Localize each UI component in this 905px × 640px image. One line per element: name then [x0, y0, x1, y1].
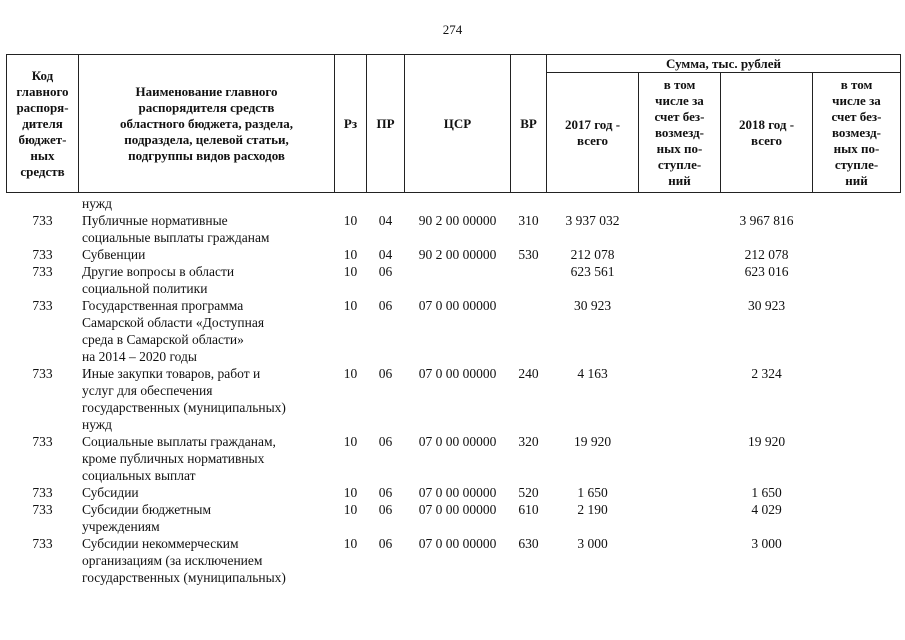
- cell-csr: 07 0 00 00000: [418, 434, 497, 449]
- cell-pr: 06: [378, 434, 393, 449]
- header-name: [79, 55, 335, 193]
- cell-2017-grants: [639, 484, 721, 501]
- cell-code: 733: [32, 298, 53, 313]
- cell-2017-grants: [639, 365, 721, 433]
- cell-vr: [511, 193, 547, 213]
- cell-2018-total: 1 650: [751, 485, 782, 500]
- cell-pr: 06: [378, 502, 393, 517]
- cell-name: [79, 365, 335, 433]
- cell-name: [79, 484, 335, 501]
- cell-csr: 07 0 00 00000: [418, 366, 497, 381]
- cell-vr: 630: [518, 536, 539, 551]
- cell-rz: 10: [343, 298, 358, 313]
- cell-2017-grants: [639, 535, 721, 586]
- cell-2018-total: 3 967 816: [739, 213, 794, 228]
- name-line: социальной политики: [82, 281, 208, 296]
- page-number: 274: [442, 22, 463, 37]
- name-line: Самарской области «Доступная: [82, 315, 265, 330]
- cell-pr: 06: [378, 298, 393, 313]
- cell-2017-total: 212 078: [570, 247, 615, 262]
- cell-rz: [335, 193, 367, 213]
- cell-name: [79, 297, 335, 365]
- cell-csr: 90 2 00 00000: [418, 247, 497, 262]
- cell-code: 733: [32, 485, 53, 500]
- cell-csr: [405, 263, 511, 297]
- cell-rz: 10: [343, 247, 358, 262]
- cell-2018-grants: [813, 246, 901, 263]
- header-line: распорядителя средств: [138, 99, 275, 115]
- table-row: [7, 365, 901, 433]
- cell-pr: 04: [378, 213, 393, 228]
- cell-pr: 06: [378, 485, 393, 500]
- cell-rz: 10: [343, 213, 358, 228]
- header-line: Код: [31, 67, 54, 83]
- cell-2017-grants: [639, 433, 721, 484]
- name-line: нужд: [82, 196, 112, 211]
- header-line: ных по-: [656, 140, 703, 156]
- cell-csr: 07 0 00 00000: [418, 298, 497, 313]
- table-row: [7, 212, 901, 246]
- cell-csr: 07 0 00 00000: [418, 536, 497, 551]
- header-line: числе за: [655, 92, 704, 108]
- table-row: [7, 297, 901, 365]
- cell-2017-total: 30 923: [573, 298, 612, 313]
- header-line: числе за: [832, 92, 881, 108]
- header-line: ступле-: [834, 156, 879, 172]
- cell-2017-total: [547, 193, 639, 213]
- cell-2018-grants: [813, 535, 901, 586]
- header-line: подраздела, целевой статьи,: [124, 131, 289, 147]
- name-line: кроме публичных нормативных: [82, 451, 265, 466]
- cell-2017-total: 1 650: [577, 485, 608, 500]
- header-line: областного бюджета, раздела,: [120, 115, 293, 131]
- name-line: Субсидии бюджетным: [82, 502, 212, 517]
- header-line: всего: [751, 132, 782, 148]
- name-line: Государственная программа: [82, 298, 244, 313]
- cell-2017-total: 3 937 032: [565, 213, 620, 228]
- cell-name: [79, 535, 335, 586]
- table-row: [7, 501, 901, 535]
- name-line: среда в Самарской области»: [82, 332, 244, 347]
- cell-name: [79, 263, 335, 297]
- name-line: на 2014 – 2020 годы: [82, 349, 197, 364]
- header-line: возмезд-: [655, 124, 704, 140]
- name-line: нужд: [82, 417, 112, 432]
- header-line: 2018 год -: [738, 116, 795, 132]
- header-2017-total: [547, 73, 639, 193]
- header-2018-grants: [813, 73, 901, 193]
- header-line: 2017 год -: [564, 116, 621, 132]
- table-row: [7, 535, 901, 586]
- cell-pr: 04: [378, 247, 393, 262]
- cell-vr: 530: [518, 247, 539, 262]
- name-line: Иные закупки товаров, работ и: [82, 366, 261, 381]
- cell-pr: 06: [378, 536, 393, 551]
- header-line: ступле-: [657, 156, 702, 172]
- cell-code: 733: [32, 213, 53, 228]
- cell-name: [79, 501, 335, 535]
- cell-2017-grants: [639, 263, 721, 297]
- header-line: счет без-: [831, 108, 882, 124]
- cell-2018-grants: [813, 212, 901, 246]
- header-vr: ВР: [511, 55, 547, 193]
- table-row: [7, 193, 901, 213]
- table-row: [7, 263, 901, 297]
- cell-2017-grants: [639, 193, 721, 213]
- name-line: Субвенции: [82, 247, 146, 262]
- cell-pr: 06: [378, 264, 393, 279]
- header-line: в том: [840, 76, 873, 92]
- cell-csr: 07 0 00 00000: [418, 502, 497, 517]
- header-line: возмезд-: [832, 124, 881, 140]
- cell-2017-grants: [639, 297, 721, 365]
- cell-2018-grants: [813, 365, 901, 433]
- cell-name: [79, 212, 335, 246]
- header-line: средств: [20, 163, 65, 179]
- cell-2017-total: 4 163: [577, 366, 608, 381]
- cell-csr: [405, 193, 511, 213]
- cell-code: 733: [32, 536, 53, 551]
- table-body: [7, 193, 901, 587]
- cell-2018-total: 3 000: [751, 536, 782, 551]
- name-line: Публичные нормативные: [82, 213, 228, 228]
- header-line: в том: [663, 76, 696, 92]
- name-line: Другие вопросы в области: [82, 264, 235, 279]
- cell-pr: 06: [378, 366, 393, 381]
- cell-code: 733: [32, 264, 53, 279]
- cell-2017-grants: [639, 501, 721, 535]
- header-line: ний: [668, 172, 691, 188]
- cell-rz: 10: [343, 264, 358, 279]
- header-line: дителя: [22, 115, 63, 131]
- cell-name: [79, 193, 335, 213]
- name-line: Субсидии: [82, 485, 139, 500]
- cell-2018-grants: [813, 484, 901, 501]
- cell-2017-total: 2 190: [577, 502, 608, 517]
- cell-pr: [367, 193, 405, 213]
- header-line: распоря-: [16, 99, 69, 115]
- cell-2018-grants: [813, 297, 901, 365]
- cell-2018-grants: [813, 193, 901, 213]
- name-line: Социальные выплаты гражданам,: [82, 434, 276, 449]
- header-line: ний: [845, 172, 868, 188]
- name-line: социальных выплат: [82, 468, 196, 483]
- cell-2018-total: 212 078: [744, 247, 789, 262]
- cell-2017-total: 19 920: [573, 434, 612, 449]
- cell-rz: 10: [343, 366, 358, 381]
- header-line: Наименование главного: [135, 83, 278, 99]
- header-line: ных: [30, 147, 55, 163]
- cell-vr: 610: [518, 502, 539, 517]
- header-line: бюджет-: [18, 131, 67, 147]
- name-line: учреждениям: [82, 519, 160, 534]
- cell-code: 733: [32, 366, 53, 381]
- header-code: [7, 55, 79, 193]
- cell-rz: 10: [343, 434, 358, 449]
- header-csr: ЦСР: [405, 55, 511, 193]
- cell-2018-total: 2 324: [751, 366, 782, 381]
- name-line: государственных (муниципальных): [82, 570, 286, 585]
- table-header: [7, 55, 901, 193]
- header-line: ных по-: [833, 140, 880, 156]
- cell-code: 733: [32, 247, 53, 262]
- header-line: счет без-: [654, 108, 705, 124]
- header-2018-total: [721, 73, 813, 193]
- table-row: [7, 484, 901, 501]
- cell-rz: 10: [343, 485, 358, 500]
- cell-2017-grants: [639, 212, 721, 246]
- cell-2018-total: 19 920: [747, 434, 786, 449]
- header-pr: ПР: [367, 55, 405, 193]
- header-line: подгруппы видов расходов: [128, 147, 285, 163]
- cell-csr: 07 0 00 00000: [418, 485, 497, 500]
- name-line: социальные выплаты гражданам: [82, 230, 270, 245]
- cell-2018-total: [721, 193, 813, 213]
- cell-name: [79, 433, 335, 484]
- cell-2018-grants: [813, 263, 901, 297]
- cell-2018-total: 30 923: [747, 298, 786, 313]
- name-line: услуг для обеспечения: [82, 383, 213, 398]
- cell-code: [7, 193, 79, 213]
- cell-rz: 10: [343, 536, 358, 551]
- cell-vr: [511, 297, 547, 365]
- cell-2018-grants: [813, 433, 901, 484]
- budget-table: [6, 54, 901, 586]
- header-line: главного: [16, 83, 69, 99]
- cell-vr: 310: [518, 213, 539, 228]
- cell-csr: 90 2 00 00000: [418, 213, 497, 228]
- cell-code: 733: [32, 502, 53, 517]
- header-2017-grants: [639, 73, 721, 193]
- cell-vr: [511, 263, 547, 297]
- cell-rz: 10: [343, 502, 358, 517]
- name-line: организациям (за исключением: [82, 553, 263, 568]
- cell-code: 733: [32, 434, 53, 449]
- name-line: государственных (муниципальных): [82, 400, 286, 415]
- cell-2017-total: 3 000: [577, 536, 608, 551]
- cell-2018-total: 623 016: [744, 264, 789, 279]
- cell-vr: 320: [518, 434, 539, 449]
- header-rz: Рз: [335, 55, 367, 193]
- cell-2017-grants: [639, 246, 721, 263]
- header-line: всего: [577, 132, 608, 148]
- name-line: Субсидии некоммерческим: [82, 536, 239, 551]
- cell-2018-total: 4 029: [751, 502, 782, 517]
- cell-2017-total: 623 561: [570, 264, 615, 279]
- cell-vr: 520: [518, 485, 539, 500]
- header-sum-title: Сумма, тыс. рублей: [547, 55, 901, 73]
- table-row: [7, 246, 901, 263]
- cell-vr: 240: [518, 366, 539, 381]
- cell-2018-grants: [813, 501, 901, 535]
- cell-name: [79, 246, 335, 263]
- table-row: [7, 433, 901, 484]
